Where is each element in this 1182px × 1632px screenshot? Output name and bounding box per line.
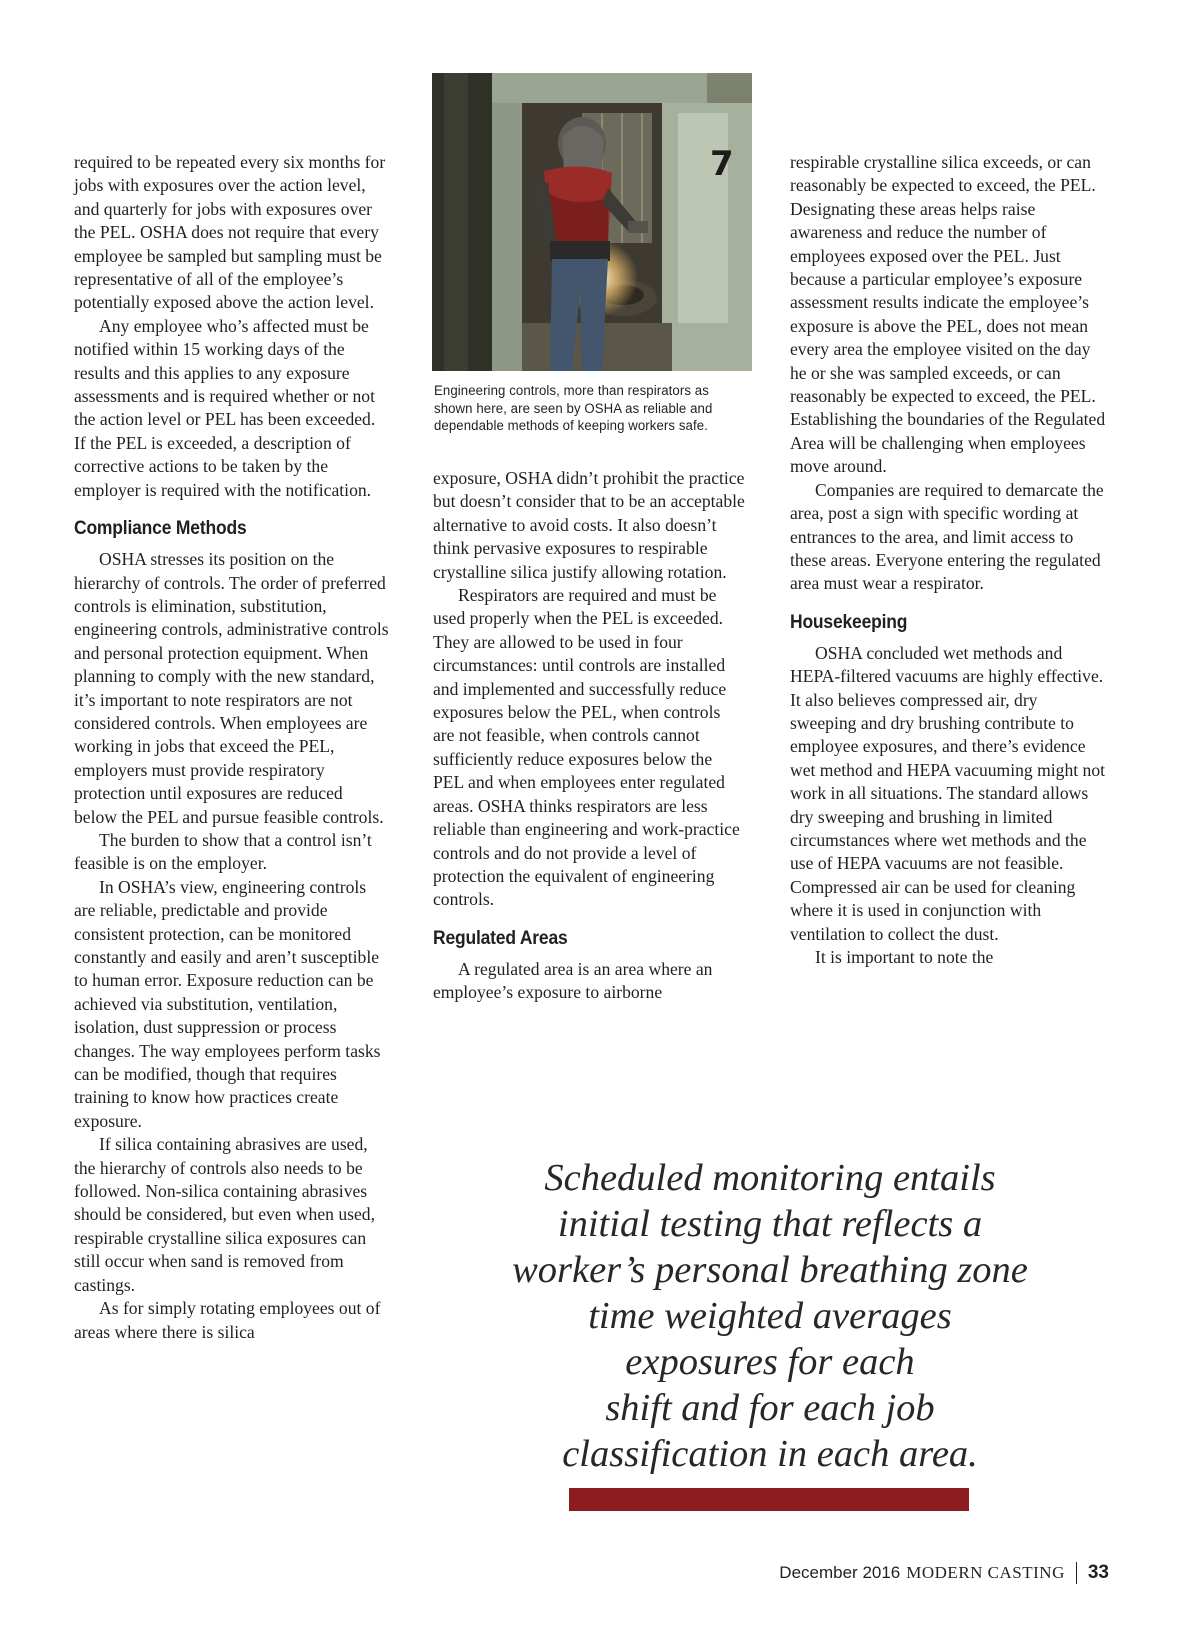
booth-number-label: 7 bbox=[710, 144, 734, 184]
section-heading-housekeeping: Housekeeping bbox=[790, 611, 908, 633]
pull-quote bbox=[500, 1155, 1040, 1477]
paragraph: Respirators are required and must be used properly when the PEL is exceeded. They are allowed to be used in four circumstances: until controls are installed and implemented and successfully reduce exposures below the PEL, when controls are not feasible, when controls cannot sufficiently reduce exposures below the PEL and when employees enter regulated areas. OSHA thinks respirators are less reliable than engineering and work-practice controls and do not provide a level of protection the equivalent of engineering controls. bbox=[433, 585, 740, 910]
pull-quote-line: classification in each area. bbox=[562, 1433, 978, 1475]
paragraph: required to be repeated every six months for jobs with exposures over the action level, and quarterly for jobs with exposures over the PEL. OSHA does not require that every employee be sampled but sampling must be representative of all of the employee’s potentially exposed above the action level. bbox=[74, 152, 386, 313]
pull-quote-accent-bar bbox=[569, 1488, 969, 1511]
pull-quote-line: initial testing that reflects a bbox=[557, 1203, 983, 1245]
magazine-name: MODERN CASTING bbox=[906, 1563, 1065, 1582]
page-number: 33 bbox=[1087, 1562, 1109, 1583]
article-column-2 bbox=[433, 467, 745, 1005]
paragraph: OSHA concluded wet methods and HEPA-filtered vacuums are highly effective. It also believes compressed air, dry sweeping and dry brushing contribute to employee exposures, and there’s evidence wet method and HEPA vacuuming might not work in all situations. The standard allows dry sweeping and brushing in limited circumstances where wet methods and the use of HEPA vacuums are not feasible. Compressed air can be used for cleaning where it is used in conjunction with ventilation to collect the dust. bbox=[790, 642, 1106, 944]
pull-quote-line: time weighted averages bbox=[588, 1295, 952, 1337]
paragraph: Companies are required to demarcate the area, post a sign with specific wording at entrances to the area, and limit access to these areas. Everyone entering the regulated area must wear a respirator. bbox=[790, 479, 1104, 594]
paragraph: A regulated area is an area where an employee’s exposure to airborne bbox=[433, 958, 713, 1003]
section-heading-compliance-methods: Compliance Methods bbox=[74, 518, 247, 540]
paragraph: As for simply rotating employees out of areas where there is silica bbox=[74, 1298, 381, 1342]
paragraph: OSHA stresses its position on the hierarchy of controls. The order of preferred controls is elimination, substitution, engineering controls, administrative controls and personal protection equipment. When planning to comply with the new standard, it’s important to note respirators are not considered controls. When employees are working in jobs that exceed the PEL, employers must provide respiratory protection until exposures are reduced below the PEL and pursue feasible controls. bbox=[74, 549, 389, 827]
paragraph: If silica containing abrasives are used, the hierarchy of controls also needs to be followed. Non-silica containing abrasives should be considered, but even when used, respirable crystalline silica exposures can still occur when sand is removed from castings. bbox=[74, 1134, 375, 1295]
worker-grinding-photo-illustration bbox=[432, 73, 752, 371]
pull-quote-line: Scheduled monitoring entails bbox=[544, 1157, 996, 1199]
issue-date: December 2016 bbox=[779, 1563, 901, 1582]
paragraph: exposure, OSHA didn’t prohibit the practice but doesn’t consider that to be an acceptable alternative to avoid costs. It also doesn’t think pervasive exposures to respirable crystalline silica justify allowing rotation. bbox=[433, 468, 745, 582]
section-heading-regulated-areas: Regulated Areas bbox=[433, 927, 568, 949]
paragraph: Any employee who’s affected must be notified within 15 working days of the results and this applies to any exposure assessments and is required whether or not the action level or PEL has been exceeded. If the PEL is exceeded, a description of corrective actions to be taken by the employer is required with the notification. bbox=[74, 315, 376, 500]
article-column-3 bbox=[790, 151, 1108, 969]
paragraph: It is important to note the bbox=[815, 947, 994, 967]
article-photo-worker-at-booth bbox=[432, 73, 752, 371]
paragraph: In OSHA’s view, engineering controls are reliable, predictable and provide consistent protection, can be monitored constantly and easily and aren’t susceptible to human error. Exposure reduction can be achieved via substitution, ventilation, isolation, dust suppression or process changes. The way employees perform tasks can be modified, though that requires training to know how practices create exposure. bbox=[74, 876, 381, 1131]
pull-quote-line: exposures for each bbox=[625, 1341, 915, 1383]
pull-quote-line: shift and for each job bbox=[605, 1387, 935, 1429]
footer-divider bbox=[1076, 1562, 1077, 1584]
pull-quote-line: worker’s personal breathing zone bbox=[512, 1249, 1028, 1291]
paragraph: respirable crystalline silica exceeds, or can reasonably be expected to exceed, the PEL. Designating these areas helps raise awareness and reduce the number of employees exposed over the PEL. Just because a particular employee’s exposure assessment results indicate the employee’s exposure is above the PEL, does not mean every area the employee visited on the day he or she was sampled exceeds, or can reasonably be expected to exceed, the PEL. Establishing the boundaries of the Regulated Area will be challenging when employees move around. bbox=[790, 152, 1106, 477]
page-footer bbox=[779, 1562, 1109, 1584]
paragraph: The burden to show that a control isn’t feasible is on the employer. bbox=[74, 829, 372, 874]
article-column-1 bbox=[74, 151, 390, 1344]
photo-caption: Engineering controls, more than respirators as shown here, are seen by OSHA as reliable and dependable methods of keeping workers safe. bbox=[434, 383, 713, 435]
